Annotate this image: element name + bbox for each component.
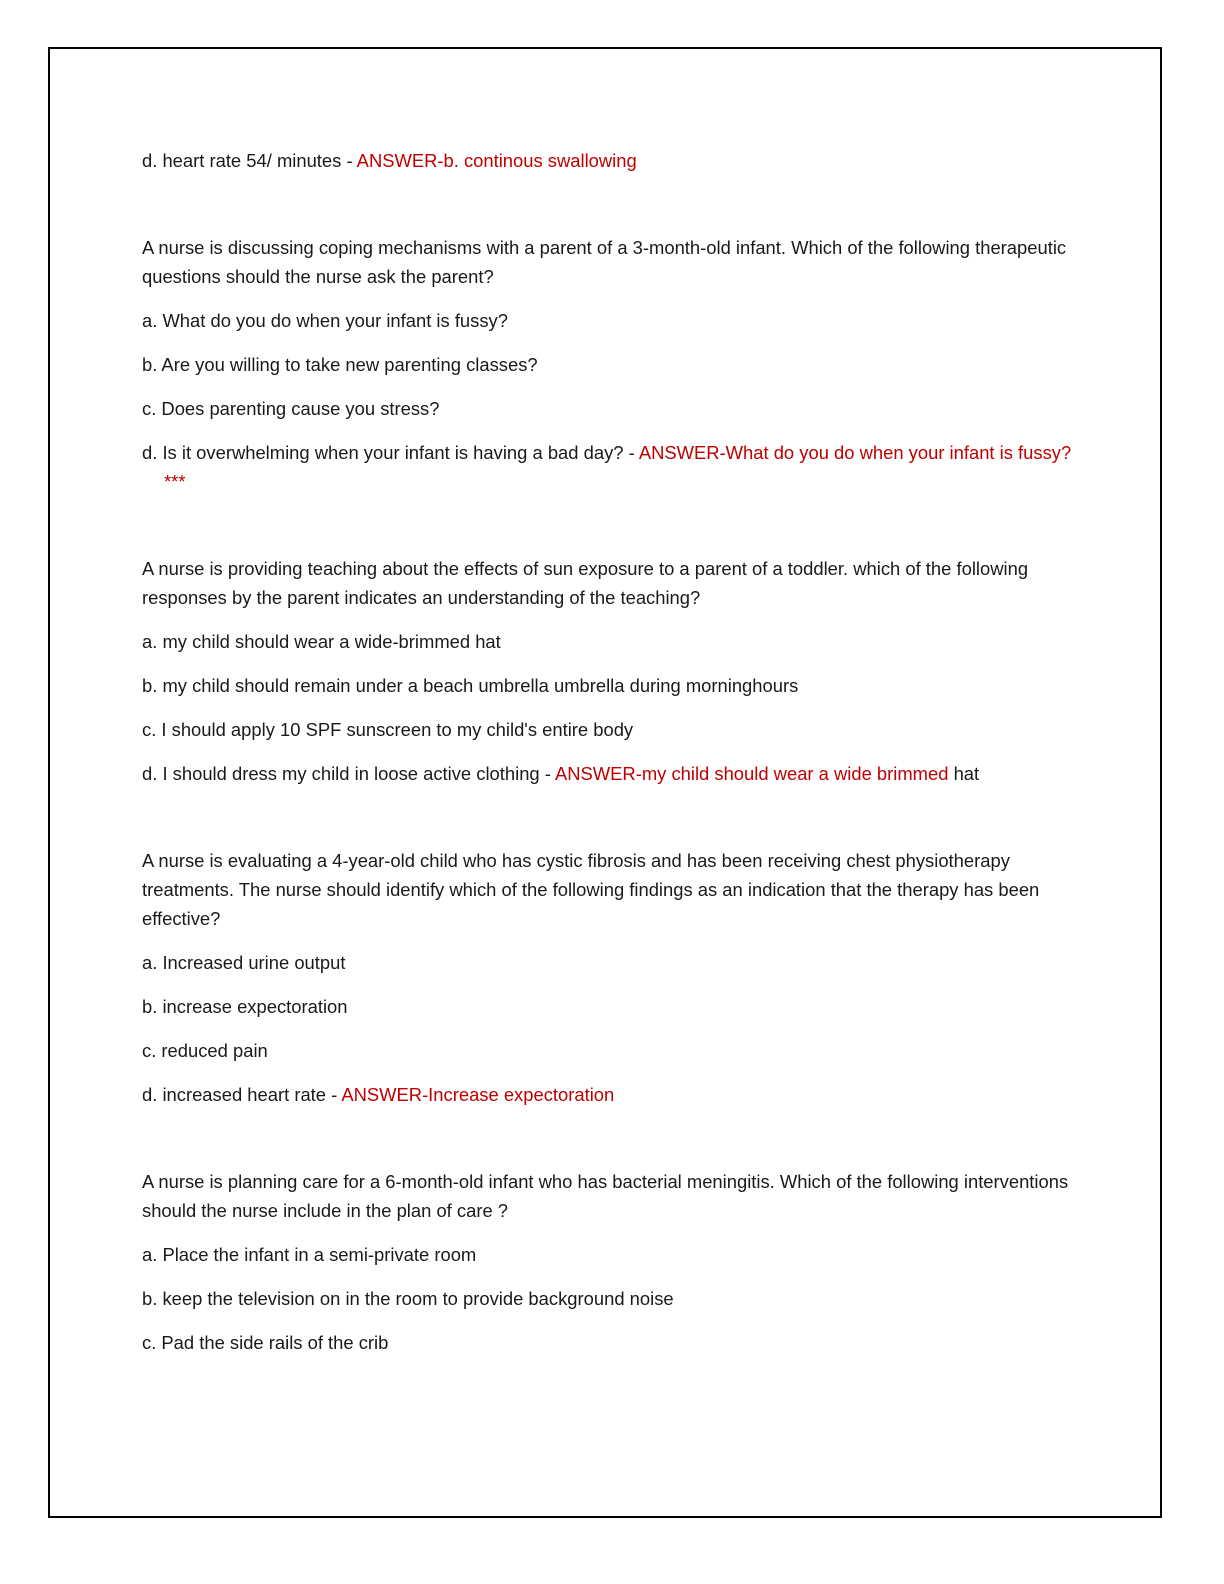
answer-text: ANSWER-What do you do when your infant is fussy?*** — [164, 442, 1072, 492]
intro-line — [142, 146, 1077, 175]
question-2 — [142, 554, 1077, 788]
option-a: a. Increased urine output — [142, 952, 346, 973]
question-stem: A nurse is providing teaching about the effects of sun exposure to a parent of a toddler. which of the following responses by the parent indicates an understanding of the teaching? — [142, 558, 1029, 608]
option-c: c. I should apply 10 SPF sunscreen to my child's entire body — [142, 719, 634, 740]
question-1 — [142, 233, 1077, 496]
option-d — [142, 759, 1077, 788]
option-d-text: d. increased heart rate - — [142, 1084, 342, 1105]
answer-text: ANSWER-my child should wear a wide brimmed — [554, 763, 949, 784]
option-b: b. keep the television on in the room to provide background noise — [142, 1288, 674, 1309]
option-c: c. Pad the side rails of the crib — [142, 1332, 389, 1353]
answer-tail: hat — [948, 763, 980, 784]
option-b: b. my child should remain under a beach umbrella umbrella during morninghours — [142, 675, 799, 696]
question-stem: A nurse is planning care for a 6-month-old infant who has bacterial meningitis. Which of the following interventions should the nurse include in the plan of care ? — [142, 1171, 1069, 1221]
option-b: b. Are you willing to take new parenting classes? — [142, 354, 538, 375]
answer-text: ANSWER-Increase expectoration — [341, 1084, 615, 1105]
question-stem: A nurse is evaluating a 4-year-old child who has cystic fibrosis and has been receiving chest physiotherapy treatments. The nurse should identify which of the following findings as an indication that the therapy has been effective? — [142, 850, 1040, 929]
question-3 — [142, 846, 1077, 1109]
option-a: a. my child should wear a wide-brimmed hat — [142, 631, 501, 652]
option-d — [142, 438, 1077, 496]
option-a: a. Place the infant in a semi-private room — [142, 1244, 477, 1265]
option-b: b. increase expectoration — [142, 996, 348, 1017]
question-4 — [142, 1167, 1077, 1357]
document-body — [142, 146, 1077, 1357]
option-a: a. What do you do when your infant is fussy? — [142, 310, 508, 331]
option-d-text: d. I should dress my child in loose active clothing - — [142, 763, 555, 784]
option-c: c. Does parenting cause you stress? — [142, 398, 440, 419]
option-c: c. reduced pain — [142, 1040, 268, 1061]
question-stem: A nurse is discussing coping mechanisms with a parent of a 3-month-old infant. Which of the following therapeutic questions should the nurse ask the parent? — [142, 237, 1067, 287]
intro-text: d. heart rate 54/ minutes - — [142, 150, 357, 171]
intro-answer: ANSWER-b. continous swallowing — [356, 150, 637, 171]
option-d — [142, 1080, 1077, 1109]
option-d-text: d. Is it overwhelming when your infant is having a bad day? - — [142, 442, 639, 463]
